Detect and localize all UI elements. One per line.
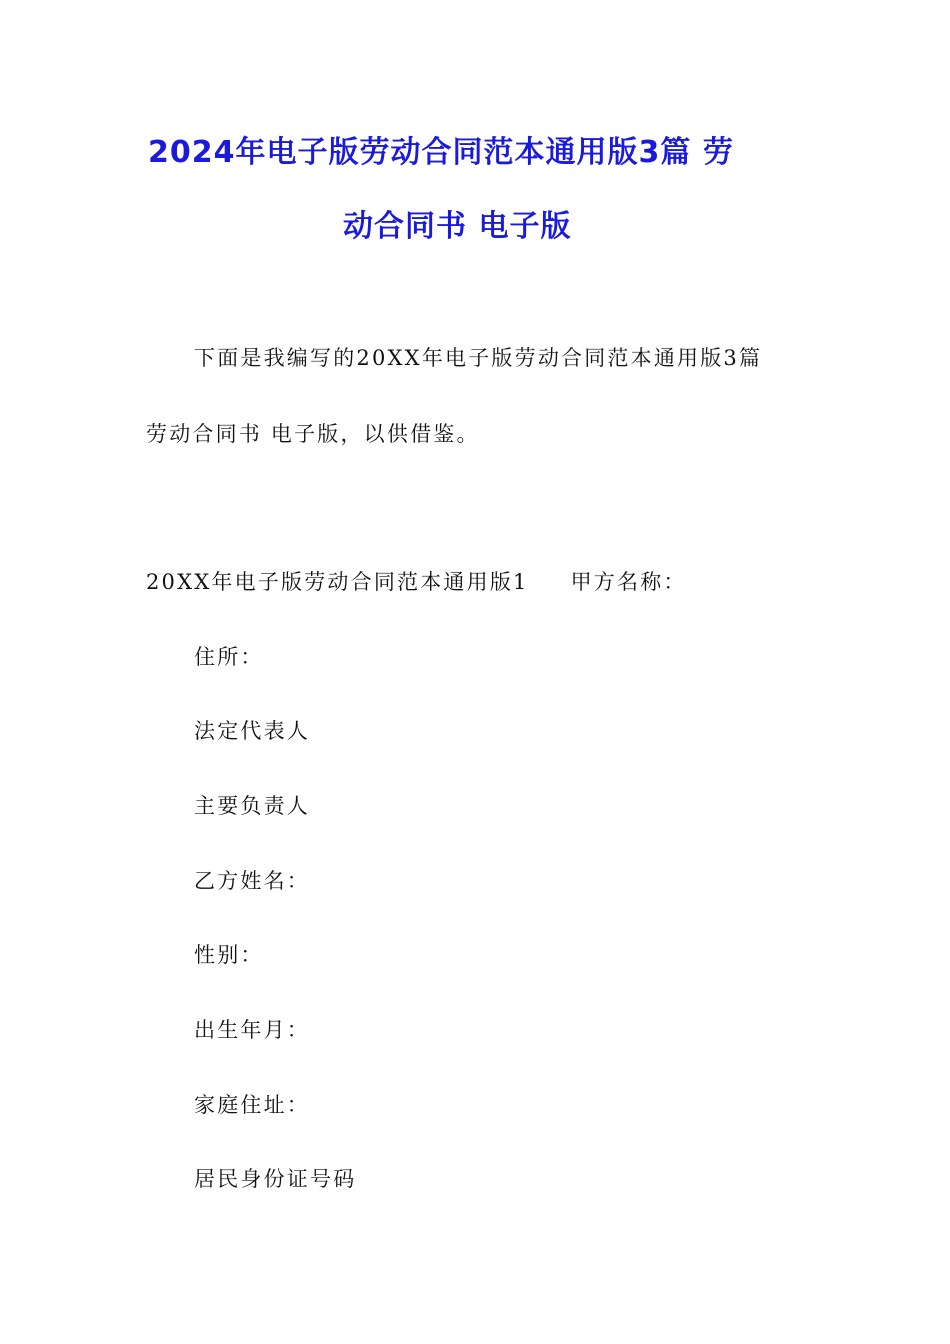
- field-address: 住所：: [194, 645, 264, 669]
- field-principal: 主要负责人: [194, 794, 310, 818]
- intro-paragraph-line-2: 劳动合同书 电子版，以供借鉴。: [146, 422, 480, 446]
- field-home-address: 家庭住址：: [194, 1093, 310, 1117]
- field-legal-representative: 法定代表人: [194, 719, 310, 743]
- party-a-name-label: 甲方名称：: [570, 570, 687, 594]
- document-title-line-1: 2024年电子版劳动合同范本通用版3篇 劳: [148, 135, 734, 170]
- field-id-number: 居民身份证号码: [194, 1167, 357, 1191]
- document-title-line-2: 动合同书 电子版: [343, 209, 572, 244]
- field-party-b-name: 乙方姓名：: [194, 869, 310, 893]
- section-title: 20XX年电子版劳动合同范本通用版1: [146, 570, 529, 594]
- intro-paragraph-line-1: 下面是我编写的20XX年电子版劳动合同范本通用版3篇: [194, 346, 763, 370]
- field-birth-date: 出生年月：: [194, 1018, 310, 1042]
- contract-section-heading: [146, 572, 687, 593]
- field-gender: 性别：: [194, 943, 264, 967]
